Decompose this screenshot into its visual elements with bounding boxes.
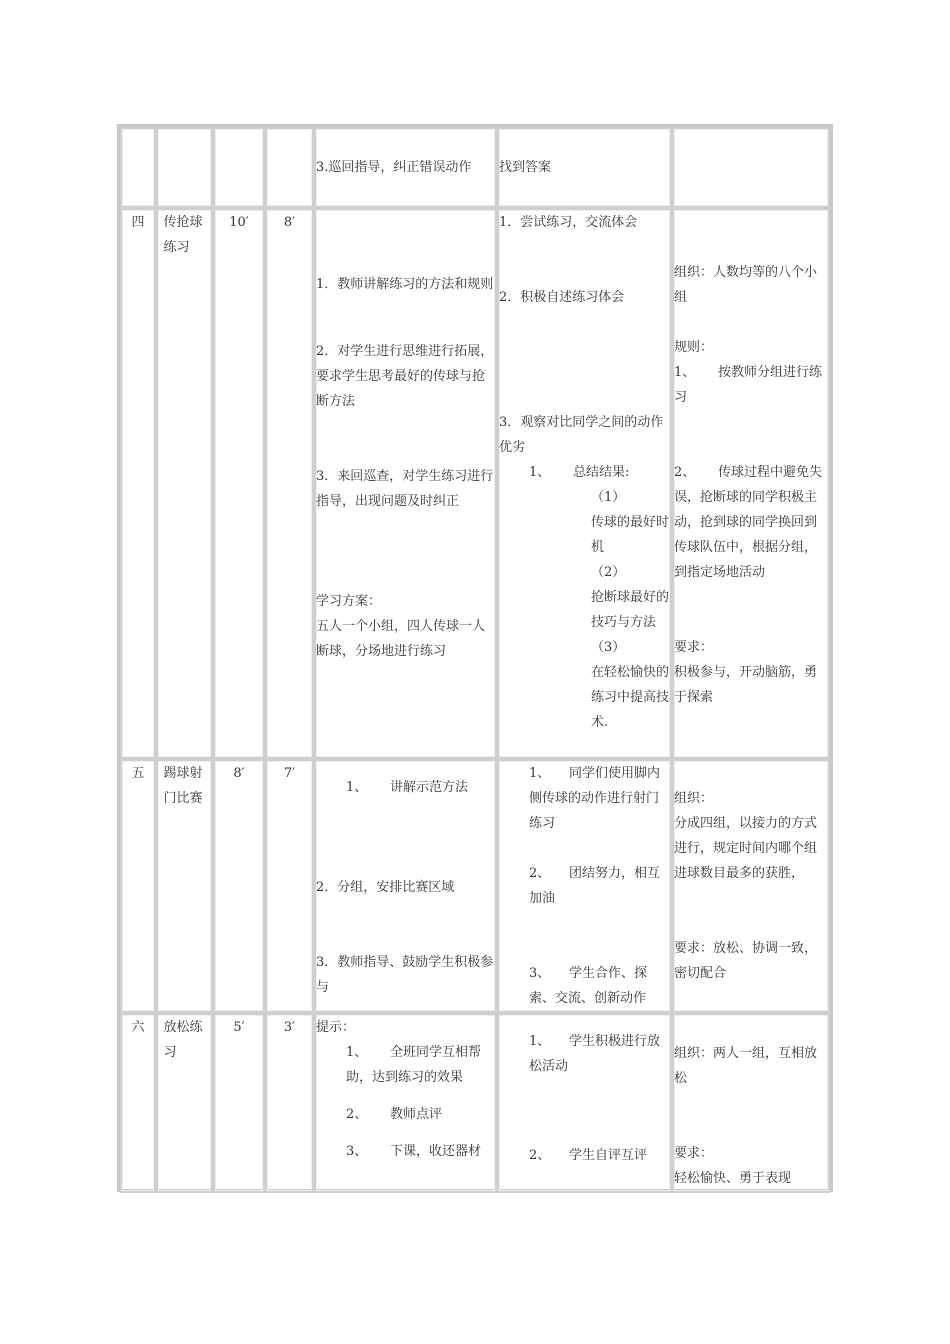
org-line: [674, 460, 828, 585]
practice-time-cell: 3′: [265, 1013, 314, 1193]
teacher-line: 学习方案：: [316, 594, 382, 609]
org-line: 要求：: [674, 640, 714, 655]
list-text: 学生自评互评: [569, 1148, 648, 1163]
student-line: [499, 1029, 670, 1079]
list-number: 1、: [529, 766, 551, 781]
teacher-line: [316, 775, 495, 800]
result-text: 在轻松愉快的练习中提高技术.: [591, 665, 670, 730]
org-line: 组织：: [674, 791, 714, 806]
seq-cell: 四: [120, 208, 156, 759]
student-line: 2．积极自述练习体会: [499, 290, 625, 305]
list-text: 按教师分组进行练习: [674, 365, 823, 405]
table-row: [120, 208, 830, 759]
list-number: 2、: [529, 1148, 551, 1163]
teacher-activity-cell: [314, 208, 497, 759]
teacher-line: [316, 1139, 495, 1164]
result-number: （2）: [591, 565, 626, 580]
teacher-line: [316, 1040, 495, 1090]
teacher-line: 2．分组，安排比赛区域: [316, 880, 455, 895]
content-name: 传抢球练习: [163, 215, 203, 255]
teacher-line: 3．教师指导、鼓励学生积极参与: [316, 955, 494, 995]
organization-cell: [672, 208, 830, 759]
student-line: [499, 961, 670, 1011]
list-text: 传球过程中避免失误，抢断球的同学积极主动，抢到球的同学换回到传球队伍中，根据分组，到指定场地活动: [674, 465, 823, 580]
teacher-line: 五人一个小组，四人传球一人断球，分场地进行练习: [316, 619, 486, 659]
list-number: 1、: [346, 1045, 368, 1060]
student-line: [499, 1143, 670, 1168]
student-line: [499, 761, 670, 836]
org-line: 轻松愉快、勇于表现: [674, 1171, 792, 1186]
time-cell: 8′: [213, 759, 265, 1013]
list-number: 3、: [529, 966, 551, 981]
org-line: 要求：: [674, 1146, 714, 1161]
table-row: [120, 127, 830, 208]
organization-cell: [672, 127, 830, 208]
student-activity-cell: [497, 759, 672, 1013]
content-name: 放松练习: [163, 1020, 203, 1060]
list-text: 学生合作、探索、交流、创新动作: [529, 966, 648, 1006]
list-text: 总结结果:: [573, 465, 630, 480]
list-text: 学生积极进行放松活动: [529, 1034, 661, 1074]
seq-cell: 六: [120, 1013, 156, 1193]
practice-time-cell: 8′: [265, 208, 314, 759]
student-line: [499, 460, 670, 485]
list-number: 1、: [529, 1034, 551, 1049]
list-number: 2、: [529, 866, 551, 881]
content-name-cell: [156, 1013, 213, 1193]
student-activity-cell: [497, 127, 672, 208]
teacher-line: 3．来回巡查，对学生练习进行指导，出现问题及时纠正: [316, 469, 494, 509]
org-line: 积极参与，开动脑筋，勇于探索: [674, 665, 818, 705]
teacher-activity-cell: [314, 1013, 497, 1193]
student-activity-cell: [497, 208, 672, 759]
time-cell: 5′: [213, 1013, 265, 1193]
organization-cell: [672, 1013, 830, 1193]
content-name-cell: [156, 208, 213, 759]
list-number: 1、: [346, 780, 368, 795]
org-line: 规则：: [674, 340, 714, 355]
student-line: [499, 861, 670, 911]
result-number: （1）: [591, 490, 626, 505]
organization-cell: [672, 759, 830, 1013]
result-number: （3）: [591, 640, 626, 655]
list-text: 全班同学互相帮助，达到练习的效果: [346, 1045, 482, 1085]
org-line: 要求：放松、协调一致，密切配合: [674, 941, 818, 981]
org-line: 组织：两人一组，互相放松: [674, 1046, 818, 1086]
list-text: 团结努力，相互加油: [529, 866, 661, 906]
time-cell: 10′: [213, 208, 265, 759]
org-line: 分成四组，以接力的方式进行，规定时间内哪个组进球数目最多的获胜，: [674, 816, 818, 881]
table-row: [120, 759, 830, 1013]
teacher-line: 3.巡回指导，纠正错误动作: [316, 160, 472, 175]
practice-time-cell: 7′: [265, 759, 314, 1013]
teacher-line: 1．教师讲解练习的方法和规则: [316, 277, 494, 292]
list-number: 1、: [529, 465, 551, 480]
list-text: 讲解示范方法: [390, 780, 469, 795]
list-text: 下课，收还器材: [390, 1144, 482, 1159]
list-text: 同学们使用脚内侧传球的动作进行射门练习: [529, 766, 661, 831]
list-number: 2、: [674, 465, 696, 480]
lesson-plan-sheet: [117, 124, 833, 1192]
org-line: 组织：人数均等的八个小组: [674, 265, 818, 305]
result-list: [499, 485, 670, 735]
teacher-line: 2．对学生进行思维进行拓展，要求学生思考最好的传球与抢断方法: [316, 344, 494, 409]
table-row: [120, 1013, 830, 1193]
practice-time-cell: [265, 127, 314, 208]
list-number: 3、: [346, 1144, 368, 1159]
org-line: [674, 360, 828, 410]
teacher-activity-cell: [314, 127, 497, 208]
teacher-line: 提示：: [316, 1020, 356, 1035]
student-line: 找到答案: [499, 160, 552, 175]
content-name-cell: [156, 127, 213, 208]
student-activity-cell: [497, 1013, 672, 1193]
seq-cell: 五: [120, 759, 156, 1013]
teacher-activity-cell: [314, 759, 497, 1013]
content-name-cell: [156, 759, 213, 1013]
seq-cell: [120, 127, 156, 208]
student-line: 1．尝试练习，交流体会: [499, 215, 638, 230]
student-line: 3．观察对比同学之间的动作优劣: [499, 415, 664, 455]
result-text: 抢断球最好的技巧与方法: [591, 590, 670, 630]
result-text: 传球的最好时机: [591, 515, 670, 555]
teacher-line: [316, 1102, 495, 1127]
list-number: 2、: [346, 1107, 368, 1122]
list-number: 1、: [674, 365, 696, 380]
time-cell: [213, 127, 265, 208]
lesson-plan-table: [120, 127, 830, 1193]
list-text: 教师点评: [390, 1107, 443, 1122]
content-name: 踢球射门比赛: [163, 766, 203, 806]
